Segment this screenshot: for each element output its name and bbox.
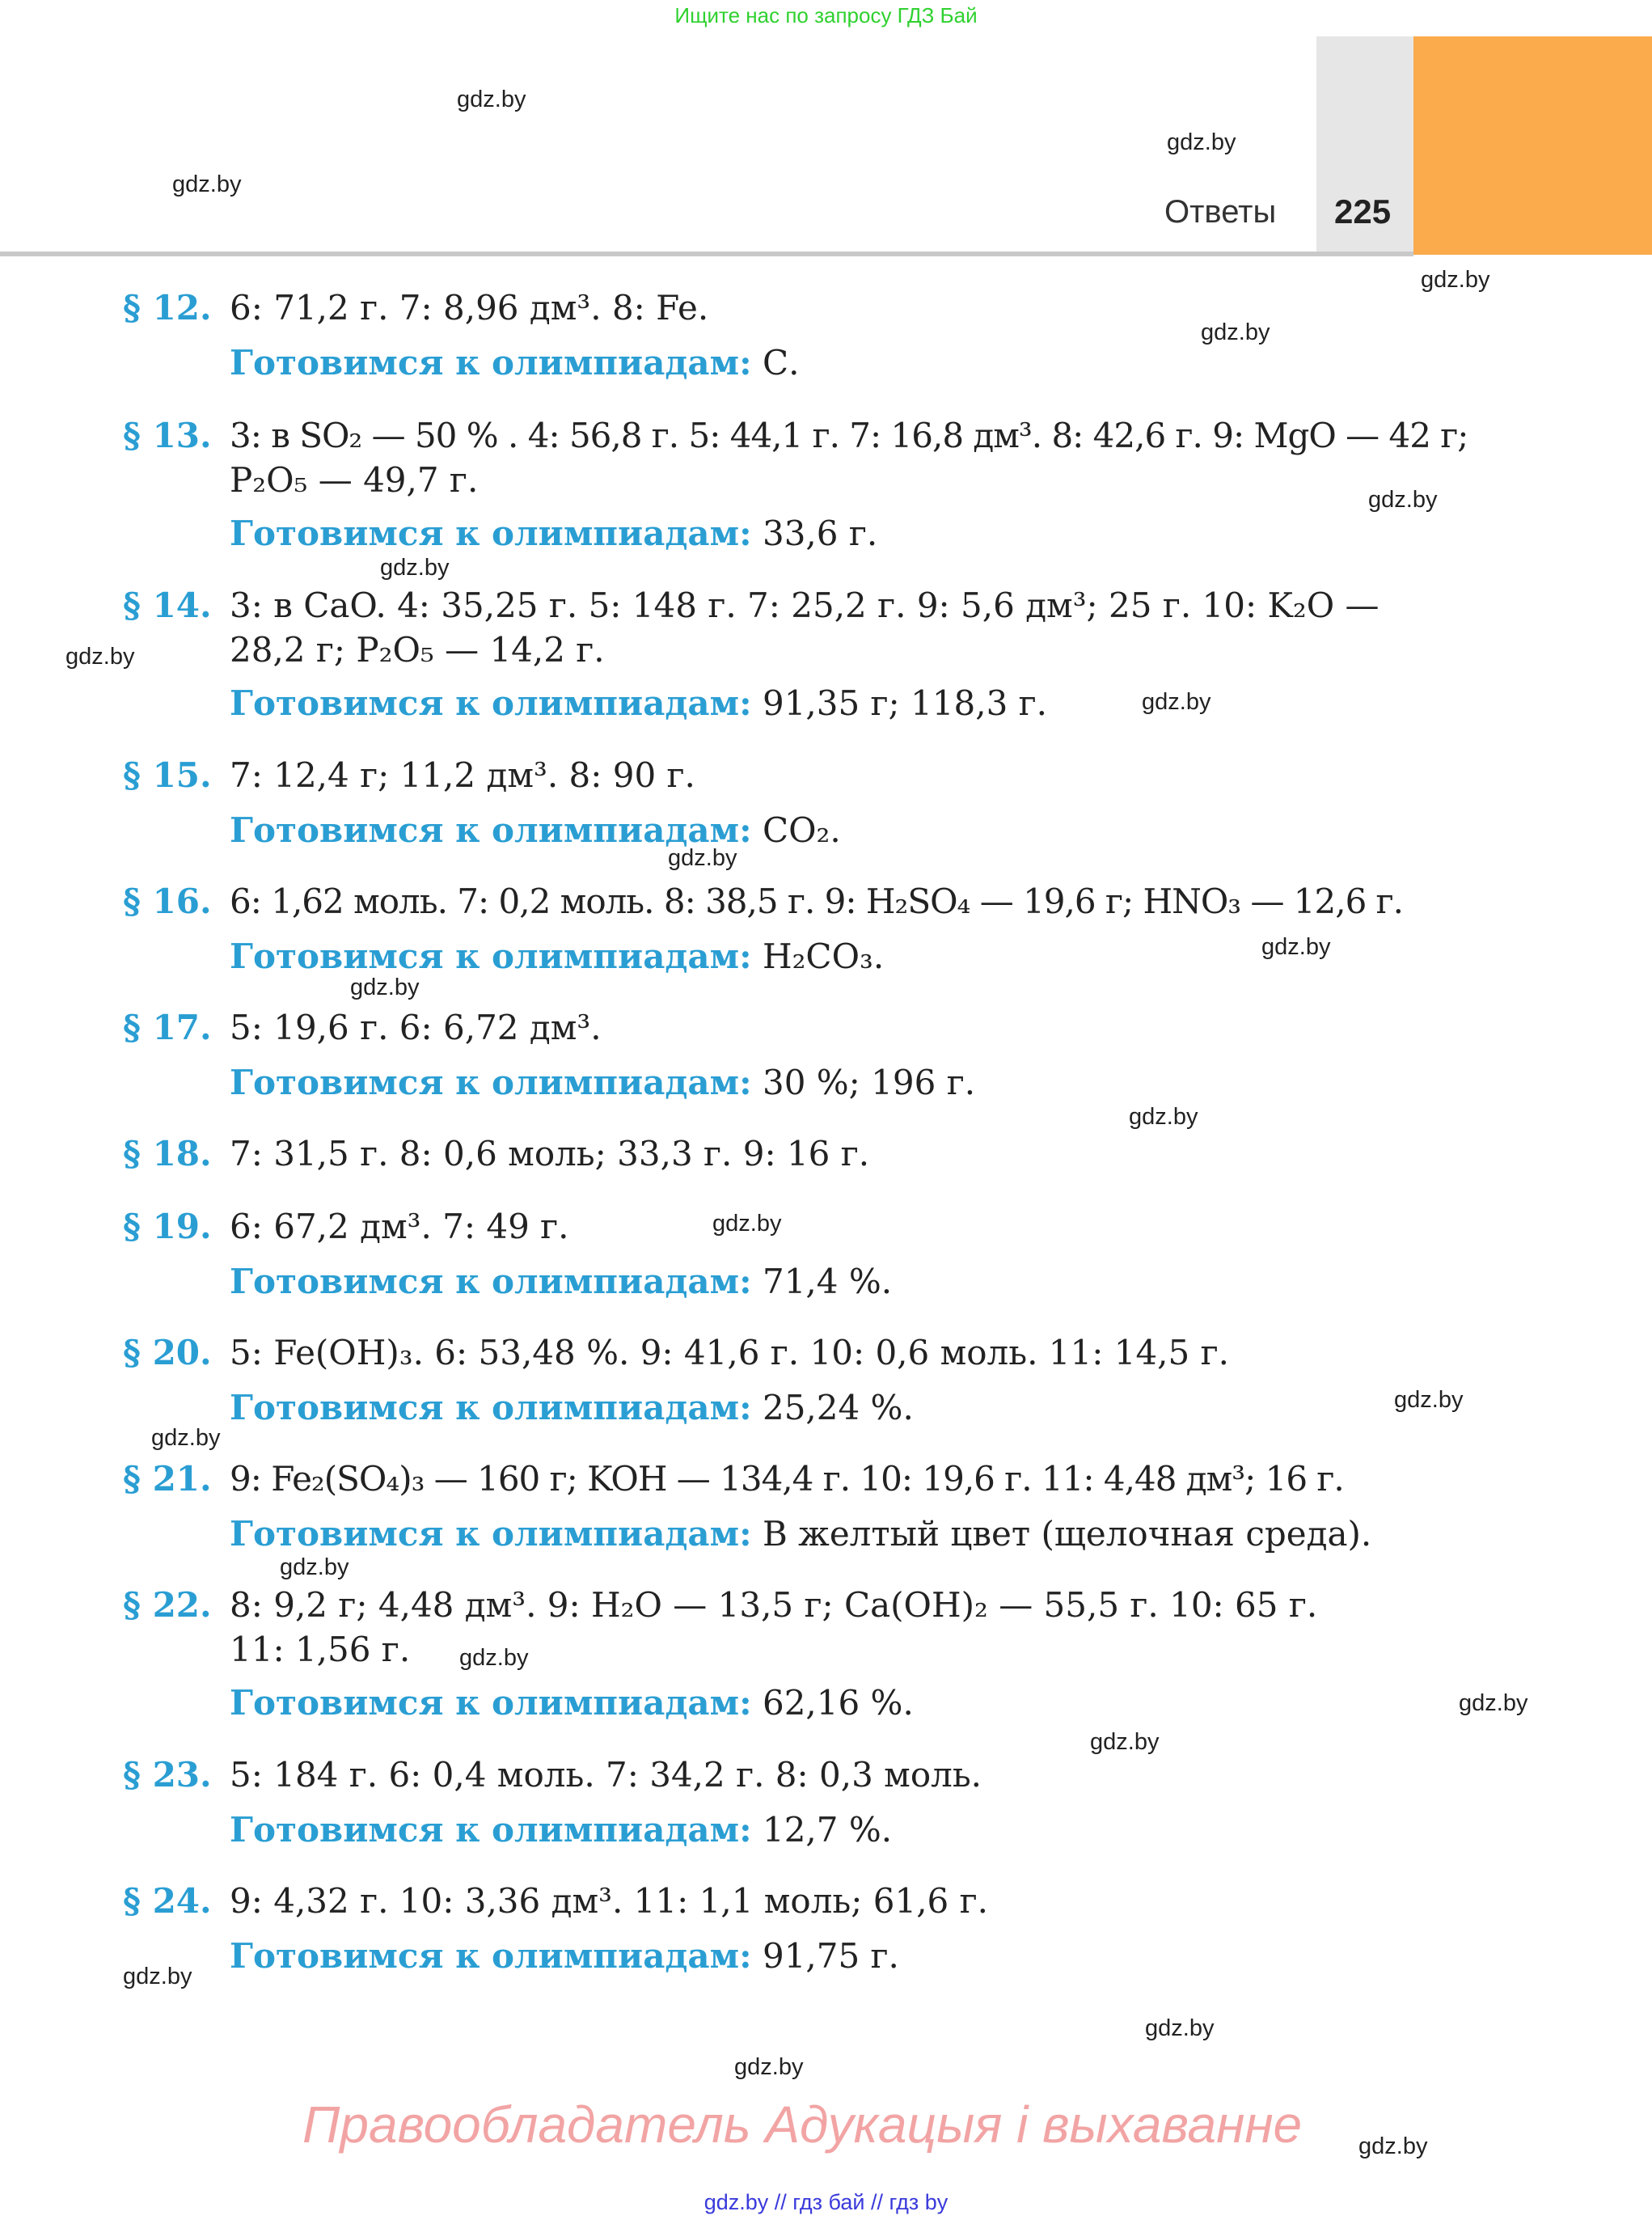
watermark: gdz.by bbox=[457, 87, 526, 112]
olympiad-label: Готовимся к олимпиадам: bbox=[230, 343, 752, 383]
olympiad-line bbox=[230, 514, 878, 553]
section-number: § 18. bbox=[123, 1134, 212, 1173]
copyright-notice: Правообладатель Адукацыя і выхаванне bbox=[302, 2095, 1303, 2154]
watermark: gdz.by bbox=[280, 1554, 349, 1580]
olympiad-line bbox=[230, 1514, 1372, 1554]
watermark: gdz.by bbox=[668, 845, 737, 871]
section-number: § 23. bbox=[123, 1755, 212, 1795]
header-orange-tab bbox=[1413, 36, 1652, 255]
section-number: § 24. bbox=[123, 1881, 212, 1921]
answer-line: 5: 19,6 г. 6: 6,72 дм³. bbox=[230, 1008, 602, 1047]
answer-line: 7: 31,5 г. 8: 0,6 моль; 33,3 г. 9: 16 г. bbox=[230, 1134, 870, 1173]
olympiad-label: Готовимся к олимпиадам: bbox=[230, 1683, 752, 1723]
section-number: § 15. bbox=[123, 755, 212, 795]
watermark: gdz.by bbox=[1421, 267, 1490, 293]
olympiad-label: Готовимся к олимпиадам: bbox=[230, 1810, 752, 1850]
watermark: gdz.by bbox=[712, 1211, 782, 1237]
section-number: § 12. bbox=[123, 288, 212, 328]
section-number: § 14. bbox=[123, 586, 212, 625]
answer-line: 11: 1,56 г. bbox=[230, 1630, 411, 1669]
olympiad-label: Готовимся к олимпиадам: bbox=[230, 937, 752, 976]
watermark: gdz.by bbox=[1129, 1104, 1198, 1130]
olympiad-answer: 91,75 г. bbox=[762, 1936, 899, 1976]
olympiad-answer: 12,7 %. bbox=[762, 1810, 893, 1850]
answer-line: 3: в CaO. 4: 35,25 г. 5: 148 г. 7: 25,2 г. 9: 5,6 дм³; 25 г. 10: K₂O — bbox=[230, 586, 1379, 625]
answer-line: 9: Fe₂(SO₄)₃ — 160 г; KOH — 134,4 г. 10: 19,6 г. 11: 4,48 дм³; 16 г. bbox=[230, 1459, 1344, 1499]
olympiad-line bbox=[230, 1063, 976, 1102]
answer-line: 9: 4,32 г. 10: 3,36 дм³. 11: 1,1 моль; 61,6 г. bbox=[230, 1881, 988, 1921]
olympiad-line bbox=[230, 1262, 893, 1301]
answer-line: 6: 71,2 г. 7: 8,96 дм³. 8: Fe. bbox=[230, 288, 709, 328]
watermark: gdz.by bbox=[1358, 2133, 1428, 2159]
answer-line: 3: в SO₂ — 50 % . 4: 56,8 г. 5: 44,1 г. 7: 16,8 дм³. 8: 42,6 г. 9: MgO — 42 г; bbox=[230, 416, 1468, 455]
watermark: gdz.by bbox=[1368, 487, 1438, 513]
watermark: gdz.by bbox=[172, 171, 242, 197]
page-number: 225 bbox=[1334, 192, 1392, 230]
watermark: gdz.by bbox=[350, 975, 420, 1000]
header-divider bbox=[0, 252, 1413, 256]
watermark: gdz.by bbox=[1090, 1729, 1160, 1755]
answer-line: 5: Fe(OH)₃. 6: 53,48 %. 9: 41,6 г. 10: 0,6 моль. 11: 14,5 г. bbox=[230, 1333, 1229, 1372]
answer-line: 7: 12,4 г; 11,2 дм³. 8: 90 г. bbox=[230, 755, 695, 795]
olympiad-answer: 25,24 %. bbox=[762, 1388, 914, 1427]
olympiad-label: Готовимся к олимпиадам: bbox=[230, 1063, 752, 1102]
watermark: gdz.by bbox=[459, 1645, 529, 1671]
answer-line: 5: 184 г. 6: 0,4 моль. 7: 34,2 г. 8: 0,3 моль. bbox=[230, 1755, 982, 1795]
olympiad-line bbox=[230, 343, 800, 383]
footer-links: gdz.by // гдз бай // гдз by bbox=[703, 2190, 949, 2214]
olympiad-answer: 71,4 %. bbox=[762, 1262, 893, 1301]
section-number: § 13. bbox=[123, 416, 212, 455]
olympiad-line bbox=[230, 1388, 914, 1427]
olympiad-line bbox=[230, 810, 841, 850]
section-title: Ответы bbox=[1164, 194, 1277, 230]
watermark: gdz.by bbox=[151, 1425, 221, 1451]
olympiad-label: Готовимся к олимпиадам: bbox=[230, 1388, 752, 1427]
section-number: § 20. bbox=[123, 1333, 212, 1372]
olympiad-line bbox=[230, 683, 1048, 723]
olympiad-answer: 91,35 г; 118,3 г. bbox=[762, 683, 1048, 723]
olympiad-line bbox=[230, 1683, 914, 1723]
answer-line: 8: 9,2 г; 4,48 дм³. 9: H₂O — 13,5 г; Ca(OH)₂ — 55,5 г. 10: 65 г. bbox=[230, 1585, 1318, 1625]
olympiad-answer: 33,6 г. bbox=[762, 514, 878, 553]
section-number: § 22. bbox=[123, 1585, 212, 1625]
watermark: gdz.by bbox=[123, 1964, 192, 1989]
olympiad-label: Готовимся к олимпиадам: bbox=[230, 1514, 752, 1554]
olympiad-label: Готовимся к олимпиадам: bbox=[230, 810, 752, 850]
olympiad-answer: 62,16 %. bbox=[762, 1683, 914, 1723]
olympiad-label: Готовимся к олимпиадам: bbox=[230, 514, 752, 553]
watermark: gdz.by bbox=[734, 2054, 804, 2080]
olympiad-label: Готовимся к олимпиадам: bbox=[230, 1936, 752, 1976]
watermark: gdz.by bbox=[380, 555, 450, 581]
olympiad-answer: H₂CO₃. bbox=[762, 937, 885, 976]
watermark: gdz.by bbox=[1459, 1690, 1528, 1716]
olympiad-line bbox=[230, 1936, 899, 1976]
olympiad-line bbox=[230, 937, 885, 976]
watermark: gdz.by bbox=[1394, 1387, 1464, 1413]
answer-line: 6: 67,2 дм³. 7: 49 г. bbox=[230, 1207, 569, 1246]
olympiad-answer: 30 %; 196 г. bbox=[762, 1063, 976, 1102]
olympiad-answer: В желтый цвет (щелочная среда). bbox=[762, 1514, 1372, 1554]
section-number: § 21. bbox=[123, 1459, 212, 1499]
watermark: gdz.by bbox=[65, 644, 135, 670]
answer-line: 6: 1,62 моль. 7: 0,2 моль. 8: 38,5 г. 9: H₂SO₄ — 19,6 г; HNO₃ — 12,6 г. bbox=[230, 882, 1404, 921]
section-number: § 19. bbox=[123, 1207, 212, 1246]
olympiad-label: Готовимся к олимпиадам: bbox=[230, 1262, 752, 1301]
section-number: § 16. bbox=[123, 882, 212, 921]
watermark: gdz.by bbox=[1201, 319, 1270, 345]
olympiad-answer: С. bbox=[762, 343, 800, 383]
answer-line: P₂O₅ — 49,7 г. bbox=[230, 460, 479, 500]
watermark: gdz.by bbox=[1167, 129, 1236, 155]
answer-line: 28,2 г; P₂O₅ — 14,2 г. bbox=[230, 630, 605, 670]
watermark: gdz.by bbox=[1145, 2015, 1215, 2041]
section-number: § 17. bbox=[123, 1008, 212, 1047]
olympiad-label: Готовимся к олимпиадам: bbox=[230, 683, 752, 723]
watermark: gdz.by bbox=[1142, 689, 1211, 715]
top-banner: Ищите нас по запросу ГДЗ Бай bbox=[674, 3, 978, 27]
olympiad-answer: CO₂. bbox=[762, 810, 841, 850]
olympiad-line bbox=[230, 1810, 893, 1850]
watermark: gdz.by bbox=[1261, 934, 1331, 960]
